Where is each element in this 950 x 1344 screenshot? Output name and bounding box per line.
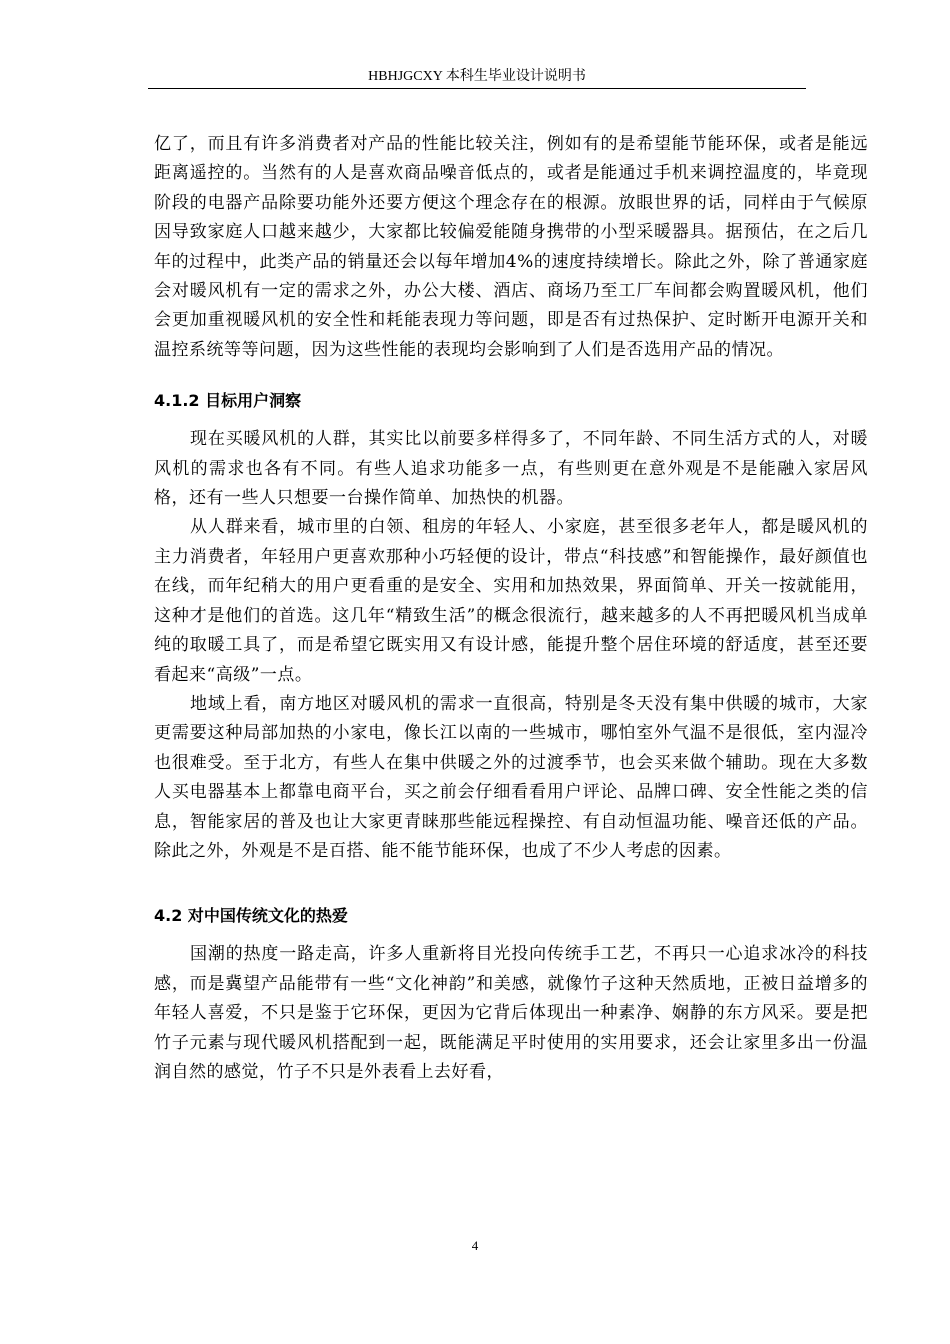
header-divider bbox=[148, 88, 806, 89]
body-paragraph: 从人群来看，城市里的白领、租房的年轻人、小家庭，甚至很多老年人，都是暖风机的主力消费者，年轻用户更喜欢那种小巧轻便的设计，带点“科技感”和智能操作，最好颜值也在线，而年纪稍大的用户更看重的是安全、实用和加热效果，界面简单、开关一按就能用，这种才是他们的首选。这几年“精致生活”的概念很流行，越来越多的人不再把暖风机当成单纯的取暖工具了，而是希望它既实用又有设计感，能提升整个居住环境的舒适度，甚至还要看起来“高级”一点。 bbox=[154, 517, 868, 685]
page-number: 4 bbox=[471, 1238, 479, 1253]
running-header: HBHJGCXY 本科生毕业设计说明书 bbox=[368, 69, 586, 84]
document-body bbox=[154, 130, 868, 1087]
body-paragraph: 现在买暖风机的人群，其实比以前要多样得多了，不同年龄、不同生活方式的人，对暖风机的需求也各有不同。有些人追求功能多一点，有些则更在意外观是不是能融入家居风格，还有一些人只想要一台操作简单、加热快的机器。 bbox=[154, 429, 868, 509]
section-heading-4-1-2: 4.1.2 目标用户洞察 bbox=[154, 391, 302, 411]
section-heading-4-2: 4.2 对中国传统文化的热爱 bbox=[154, 906, 348, 926]
body-paragraph: 地域上看，南方地区对暖风机的需求一直很高，特别是冬天没有集中供暖的城市，大家更需要这种局部加热的小家电，像长江以南的一些城市，哪怕室外气温不是很低，室内湿冷也很难受。至于北方，有些人在集中供暖之外的过渡季节，也会买来做个辅助。现在大多数人买电器基本上都靠电商平台，买之前会仔细看看用户评论、品牌口碑、安全性能之类的信息，智能家居的普及也让大家更青睐那些能远程操控、有自动恒温功能、噪音还低的产品。除此之外，外观是不是百搭、能不能节能环保，也成了不少人考虑的因素。 bbox=[154, 693, 868, 861]
body-paragraph: 亿了，而且有许多消费者对产品的性能比较关注，例如有的是希望能节能环保，或者是能远距离遥控的。当然有的人是喜欢商品噪音低点的，或者是能通过手机来调控温度的，毕竟现阶段的电器产品除要功能外还要方便这个理念存在的根源。放眼世界的话，同样由于气候原因导致家庭人口越来越少，大家都比较偏爱能随身携带的小型采暖器具。据预估，在之后几年的过程中，此类产品的销量还会以每年增加4%的速度持续增长。除此之外，除了普通家庭会对暖风机有一定的需求之外，办公大楼、酒店、商场乃至工厂车间都会购置暖风机，他们会更加重视暖风机的安全性和耗能表现力等问题，即是否有过热保护、定时断开电源开关和温控系统等等问题，因为这些性能的表现均会影响到了人们是否选用产品的情况。 bbox=[154, 134, 868, 360]
body-paragraph: 国潮的热度一路走高，许多人重新将目光投向传统手工艺，不再只一心追求冰冷的科技感，而是冀望产品能带有一些“文化神韵”和美感，就像竹子这种天然质地，正被日益增多的年轻人喜爱，不只是鉴于它环保，更因为它背后体现出一种素净、娴静的东方风采。要是把竹子元素与现代暖风机搭配到一起，既能满足平时使用的实用要求，还会让家里多出一份温润自然的感觉，竹子不只是外表看上去好看， bbox=[154, 944, 868, 1082]
